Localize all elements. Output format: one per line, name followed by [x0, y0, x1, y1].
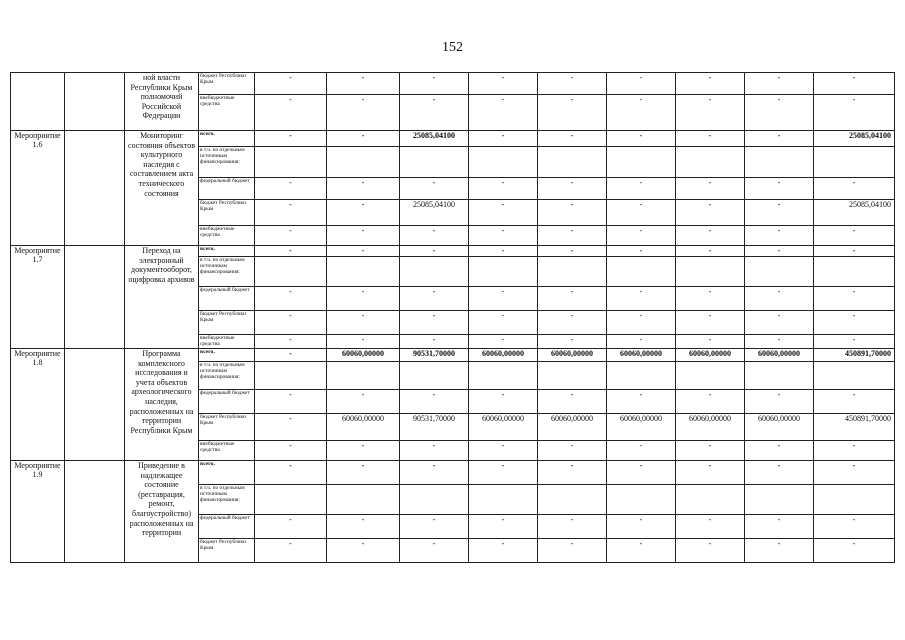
value-cell: -: [400, 287, 469, 311]
event-number-cell: Мероприятие 1.6: [11, 131, 65, 246]
value-cell: 60060,00000: [607, 414, 676, 441]
value-cell: [538, 485, 607, 515]
value-cell: -: [607, 95, 676, 131]
value-cell: -: [538, 461, 607, 485]
value-cell: [607, 257, 676, 287]
value-cell: -: [814, 95, 895, 131]
funding-source-cell: внебюджетные средства: [199, 335, 255, 349]
value-cell: -: [676, 441, 745, 461]
value-cell: -: [400, 539, 469, 563]
value-cell: [676, 362, 745, 390]
value-cell: 60060,00000: [469, 349, 538, 362]
value-cell: -: [814, 73, 895, 95]
value-cell: -: [745, 226, 814, 246]
blank-cell: [65, 131, 125, 246]
funding-source-cell: федеральный бюджет: [199, 287, 255, 311]
value-cell: [607, 485, 676, 515]
value-cell: -: [607, 441, 676, 461]
value-cell: -: [676, 131, 745, 147]
value-cell: -: [538, 287, 607, 311]
value-cell: [469, 362, 538, 390]
table-body: [11, 73, 895, 563]
table-row: [11, 461, 895, 485]
event-name-cell: ной власти Республики Крым полномочий Российской Федерации: [125, 73, 199, 131]
value-cell: -: [400, 226, 469, 246]
value-cell: -: [469, 461, 538, 485]
value-cell: -: [400, 73, 469, 95]
value-cell: -: [745, 335, 814, 349]
value-cell: -: [255, 95, 327, 131]
value-cell: 90531,70000: [400, 414, 469, 441]
value-cell: -: [469, 441, 538, 461]
value-cell: [469, 485, 538, 515]
value-cell: -: [607, 178, 676, 200]
value-cell: 450891,70000: [814, 414, 895, 441]
value-cell: -: [327, 441, 400, 461]
value-cell: [676, 485, 745, 515]
value-cell: -: [814, 178, 895, 200]
blank-cell: [65, 246, 125, 349]
funding-source-cell: всего,: [199, 246, 255, 257]
value-cell: -: [400, 461, 469, 485]
value-cell: -: [607, 226, 676, 246]
value-cell: [469, 257, 538, 287]
page-number: 152: [442, 40, 463, 55]
value-cell: -: [814, 515, 895, 539]
value-cell: 25085,04100: [400, 200, 469, 226]
blank-cell: [65, 73, 125, 131]
value-cell: -: [607, 287, 676, 311]
value-cell: 60060,00000: [538, 414, 607, 441]
value-cell: -: [400, 515, 469, 539]
value-cell: [676, 147, 745, 178]
value-cell: 60060,00000: [676, 414, 745, 441]
funding-source-cell: бюджет Республики Крым: [199, 311, 255, 335]
value-cell: [255, 362, 327, 390]
value-cell: -: [538, 390, 607, 414]
value-cell: -: [676, 226, 745, 246]
value-cell: -: [814, 390, 895, 414]
value-cell: -: [814, 287, 895, 311]
value-cell: -: [400, 178, 469, 200]
value-cell: [607, 362, 676, 390]
value-cell: -: [255, 441, 327, 461]
event-name-cell: Переход на электронный документооборот, оцифровка архивов: [125, 246, 199, 349]
value-cell: [814, 362, 895, 390]
value-cell: -: [538, 95, 607, 131]
value-cell: 60060,00000: [676, 349, 745, 362]
value-cell: -: [745, 95, 814, 131]
value-cell: -: [607, 335, 676, 349]
value-cell: -: [607, 131, 676, 147]
value-cell: 450891,70000: [814, 349, 895, 362]
value-cell: -: [400, 246, 469, 257]
value-cell: -: [676, 73, 745, 95]
value-cell: -: [255, 178, 327, 200]
value-cell: [400, 485, 469, 515]
table-row: [11, 349, 895, 362]
value-cell: -: [327, 515, 400, 539]
value-cell: -: [676, 461, 745, 485]
value-cell: -: [676, 539, 745, 563]
value-cell: -: [255, 335, 327, 349]
table-row: [11, 73, 895, 95]
value-cell: -: [327, 287, 400, 311]
value-cell: -: [745, 178, 814, 200]
event-number-cell: Мероприятие 1.9: [11, 461, 65, 563]
value-cell: -: [538, 515, 607, 539]
value-cell: [814, 147, 895, 178]
value-cell: -: [676, 287, 745, 311]
value-cell: -: [745, 311, 814, 335]
value-cell: [255, 147, 327, 178]
value-cell: 60060,00000: [538, 349, 607, 362]
value-cell: -: [607, 461, 676, 485]
value-cell: -: [327, 131, 400, 147]
blank-cell: [65, 461, 125, 563]
value-cell: -: [538, 178, 607, 200]
funding-source-cell: внебюджетные средства: [199, 226, 255, 246]
value-cell: -: [607, 311, 676, 335]
value-cell: -: [255, 131, 327, 147]
value-cell: -: [814, 539, 895, 563]
value-cell: 60060,00000: [327, 414, 400, 441]
funding-source-cell: бюджет Республики Крым: [199, 539, 255, 563]
value-cell: -: [400, 441, 469, 461]
funding-source-cell: бюджет Республики Крым: [199, 414, 255, 441]
value-cell: -: [538, 73, 607, 95]
value-cell: -: [469, 200, 538, 226]
funding-source-cell: всего,: [199, 461, 255, 485]
value-cell: -: [469, 335, 538, 349]
value-cell: [745, 147, 814, 178]
value-cell: -: [327, 246, 400, 257]
value-cell: [538, 362, 607, 390]
table-row: [11, 246, 895, 257]
value-cell: [255, 257, 327, 287]
value-cell: -: [745, 200, 814, 226]
funding-source-cell: в т.ч. по отдельным источникам финансирования:: [199, 147, 255, 178]
value-cell: -: [400, 390, 469, 414]
value-cell: -: [469, 246, 538, 257]
funding-source-cell: в т.ч. по отдельным источникам финансирования:: [199, 362, 255, 390]
value-cell: -: [327, 311, 400, 335]
funding-source-cell: в т.ч. по отдельным источникам финансирования:: [199, 485, 255, 515]
value-cell: 60060,00000: [745, 414, 814, 441]
value-cell: -: [814, 441, 895, 461]
value-cell: -: [469, 539, 538, 563]
budget-table: [10, 72, 895, 563]
value-cell: -: [255, 349, 327, 362]
value-cell: -: [814, 311, 895, 335]
value-cell: -: [676, 246, 745, 257]
value-cell: -: [255, 246, 327, 257]
funding-source-cell: бюджет Республики Крым: [199, 73, 255, 95]
value-cell: -: [469, 178, 538, 200]
event-name-cell: Приведение в надлежащее состояние (реставрация, ремонт, благоустройство) расположенных на территории: [125, 461, 199, 563]
value-cell: -: [400, 311, 469, 335]
value-cell: -: [327, 200, 400, 226]
value-cell: -: [469, 73, 538, 95]
value-cell: -: [538, 200, 607, 226]
value-cell: -: [607, 200, 676, 226]
value-cell: -: [676, 311, 745, 335]
funding-source-cell: федеральный бюджет: [199, 515, 255, 539]
value-cell: 60060,00000: [607, 349, 676, 362]
value-cell: 90531,70000: [400, 349, 469, 362]
value-cell: -: [676, 178, 745, 200]
table-row: [11, 131, 895, 147]
value-cell: -: [255, 390, 327, 414]
value-cell: [745, 362, 814, 390]
value-cell: -: [745, 131, 814, 147]
event-name-cell: Мониторинг состояния объектов культурного наследия с составлением акта технического состояния: [125, 131, 199, 246]
event-number-cell: Мероприятие 1.7: [11, 246, 65, 349]
value-cell: [400, 362, 469, 390]
value-cell: -: [745, 73, 814, 95]
value-cell: -: [538, 539, 607, 563]
value-cell: 60060,00000: [469, 414, 538, 441]
value-cell: -: [469, 95, 538, 131]
value-cell: -: [255, 414, 327, 441]
value-cell: -: [327, 335, 400, 349]
value-cell: [400, 257, 469, 287]
value-cell: [255, 485, 327, 515]
value-cell: -: [255, 226, 327, 246]
funding-source-cell: в т.ч. по отдельным источникам финансирования:: [199, 257, 255, 287]
funding-source-cell: внебюджетные средства: [199, 95, 255, 131]
value-cell: -: [607, 390, 676, 414]
value-cell: 60060,00000: [327, 349, 400, 362]
value-cell: -: [607, 246, 676, 257]
value-cell: -: [538, 335, 607, 349]
value-cell: -: [469, 515, 538, 539]
value-cell: -: [676, 390, 745, 414]
value-cell: 60060,00000: [745, 349, 814, 362]
value-cell: -: [255, 73, 327, 95]
value-cell: -: [538, 226, 607, 246]
funding-source-cell: федеральный бюджет: [199, 178, 255, 200]
funding-source-cell: бюджет Республики Крым: [199, 200, 255, 226]
value-cell: 25085,04100: [814, 200, 895, 226]
value-cell: -: [745, 515, 814, 539]
funding-source-cell: федеральный бюджет: [199, 390, 255, 414]
value-cell: -: [255, 461, 327, 485]
value-cell: [814, 257, 895, 287]
value-cell: -: [745, 246, 814, 257]
value-cell: -: [327, 390, 400, 414]
event-name-cell: Программа комплексного исследования и учета объектов археологического наследия, расположенных на территории Республики Крым: [125, 349, 199, 461]
value-cell: [814, 485, 895, 515]
value-cell: -: [676, 200, 745, 226]
value-cell: -: [469, 390, 538, 414]
value-cell: -: [538, 441, 607, 461]
value-cell: -: [400, 95, 469, 131]
value-cell: -: [607, 539, 676, 563]
value-cell: -: [538, 246, 607, 257]
value-cell: -: [327, 539, 400, 563]
value-cell: [327, 147, 400, 178]
value-cell: 25085,04100: [814, 131, 895, 147]
value-cell: -: [255, 515, 327, 539]
event-number-cell: [11, 73, 65, 131]
value-cell: -: [538, 311, 607, 335]
funding-source-cell: всего,: [199, 349, 255, 362]
funding-source-cell: внебюджетные средства: [199, 441, 255, 461]
value-cell: [327, 485, 400, 515]
value-cell: -: [469, 131, 538, 147]
value-cell: [327, 362, 400, 390]
value-cell: [469, 147, 538, 178]
value-cell: -: [255, 539, 327, 563]
value-cell: [538, 147, 607, 178]
value-cell: -: [745, 441, 814, 461]
value-cell: -: [469, 287, 538, 311]
value-cell: -: [814, 226, 895, 246]
value-cell: [327, 257, 400, 287]
value-cell: -: [814, 461, 895, 485]
value-cell: -: [745, 539, 814, 563]
value-cell: -: [814, 246, 895, 257]
value-cell: -: [255, 311, 327, 335]
value-cell: -: [607, 73, 676, 95]
value-cell: [400, 147, 469, 178]
value-cell: [745, 485, 814, 515]
value-cell: [745, 257, 814, 287]
blank-cell: [65, 349, 125, 461]
value-cell: -: [745, 390, 814, 414]
value-cell: -: [676, 95, 745, 131]
value-cell: -: [607, 515, 676, 539]
value-cell: -: [745, 461, 814, 485]
funding-source-cell: всего,: [199, 131, 255, 147]
value-cell: -: [327, 178, 400, 200]
value-cell: -: [469, 226, 538, 246]
value-cell: -: [745, 287, 814, 311]
value-cell: -: [469, 311, 538, 335]
value-cell: -: [327, 73, 400, 95]
event-number-cell: Мероприятие 1.8: [11, 349, 65, 461]
value-cell: -: [400, 335, 469, 349]
value-cell: -: [327, 461, 400, 485]
value-cell: -: [327, 226, 400, 246]
value-cell: -: [538, 131, 607, 147]
value-cell: -: [327, 95, 400, 131]
value-cell: -: [814, 335, 895, 349]
value-cell: [676, 257, 745, 287]
value-cell: [538, 257, 607, 287]
value-cell: -: [676, 515, 745, 539]
value-cell: [607, 147, 676, 178]
value-cell: -: [255, 287, 327, 311]
value-cell: 25085,04100: [400, 131, 469, 147]
value-cell: -: [255, 200, 327, 226]
value-cell: -: [676, 335, 745, 349]
